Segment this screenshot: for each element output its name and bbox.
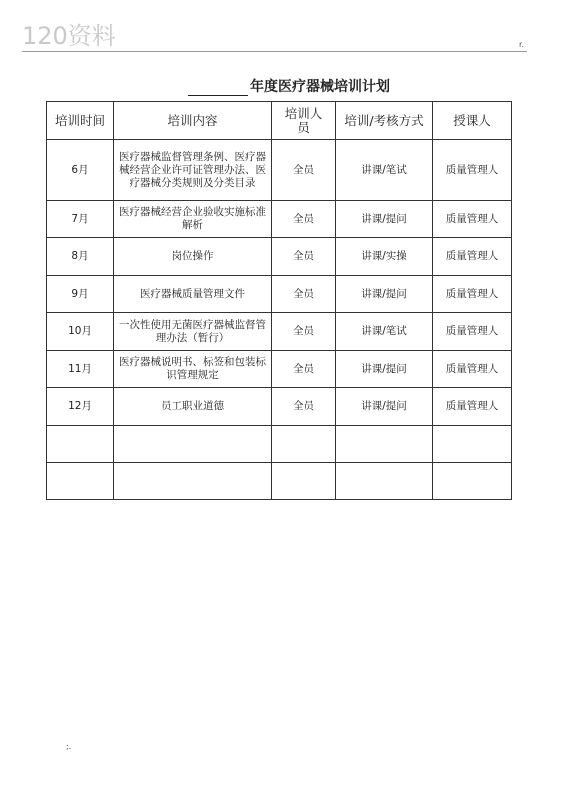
cell-time: 8月 — [47, 238, 114, 276]
cell-trainees: 全员 — [272, 238, 336, 276]
cell-trainees — [272, 426, 336, 463]
cell-method: 讲课/提问 — [336, 201, 433, 238]
cell-content: 医疗器械经营企业验收实施标准解析 — [114, 201, 272, 238]
table-row — [47, 388, 512, 426]
cell-content — [114, 463, 272, 500]
cell-time: 9月 — [47, 276, 114, 313]
table-header-row — [47, 102, 512, 140]
table-row — [47, 238, 512, 276]
corner-mark: r. — [519, 40, 525, 49]
table-row-empty — [47, 426, 512, 463]
cell-time: 10月 — [47, 313, 114, 351]
cell-trainees: 全员 — [272, 351, 336, 388]
cell-instructor: 质量管理人 — [433, 351, 512, 388]
table-row — [47, 276, 512, 313]
header-trainees: 培训人员 — [272, 102, 336, 140]
footer-mark: ;. — [66, 742, 72, 751]
cell-method: 讲课/笔试 — [336, 140, 433, 201]
header-content: 培训内容 — [114, 102, 272, 140]
cell-trainees: 全员 — [272, 276, 336, 313]
cell-instructor: 质量管理人 — [433, 201, 512, 238]
title-text: 年度医疗器械培训计划 — [250, 79, 390, 95]
table-row — [47, 140, 512, 201]
cell-time — [47, 463, 114, 500]
header-method: 培训/考核方式 — [336, 102, 433, 140]
cell-method — [336, 463, 433, 500]
cell-content: 员工职业道德 — [114, 388, 272, 426]
cell-trainees: 全员 — [272, 388, 336, 426]
cell-content: 岗位操作 — [114, 238, 272, 276]
cell-instructor: 质量管理人 — [433, 238, 512, 276]
document-title — [188, 76, 390, 96]
cell-trainees — [272, 463, 336, 500]
header-time: 培训时间 — [47, 102, 114, 140]
cell-instructor: 质量管理人 — [433, 388, 512, 426]
cell-trainees: 全员 — [272, 201, 336, 238]
cell-time: 12月 — [47, 388, 114, 426]
cell-instructor — [433, 463, 512, 500]
cell-method: 讲课/提问 — [336, 388, 433, 426]
cell-instructor: 质量管理人 — [433, 276, 512, 313]
cell-trainees: 全员 — [272, 140, 336, 201]
cell-method — [336, 426, 433, 463]
cell-time: 11月 — [47, 351, 114, 388]
cell-time — [47, 426, 114, 463]
cell-content: 医疗器械监督管理条例、医疗器械经营企业许可证管理办法、医疗器械分类规则及分类目录 — [114, 140, 272, 201]
cell-method: 讲课/实操 — [336, 238, 433, 276]
cell-content: 医疗器械说明书、标签和包装标识管理规定 — [114, 351, 272, 388]
header-rule — [22, 51, 527, 52]
header-instructor: 授课人 — [433, 102, 512, 140]
training-plan-table — [46, 101, 512, 500]
cell-method: 讲课/提问 — [336, 276, 433, 313]
cell-trainees: 全员 — [272, 313, 336, 351]
table-row — [47, 313, 512, 351]
cell-content: 医疗器械质量管理文件 — [114, 276, 272, 313]
cell-method: 讲课/笔试 — [336, 313, 433, 351]
table-row — [47, 201, 512, 238]
cell-instructor: 质量管理人 — [433, 313, 512, 351]
cell-time: 7月 — [47, 201, 114, 238]
watermark-logo: 120资料 — [22, 22, 116, 50]
table-row — [47, 351, 512, 388]
cell-instructor — [433, 426, 512, 463]
cell-content — [114, 426, 272, 463]
cell-instructor: 质量管理人 — [433, 140, 512, 201]
cell-method: 讲课/提问 — [336, 351, 433, 388]
cell-time: 6月 — [47, 140, 114, 201]
cell-content: 一次性使用无菌医疗器械监督管理办法（暂行） — [114, 313, 272, 351]
year-blank — [188, 82, 248, 96]
table-row-empty — [47, 463, 512, 500]
